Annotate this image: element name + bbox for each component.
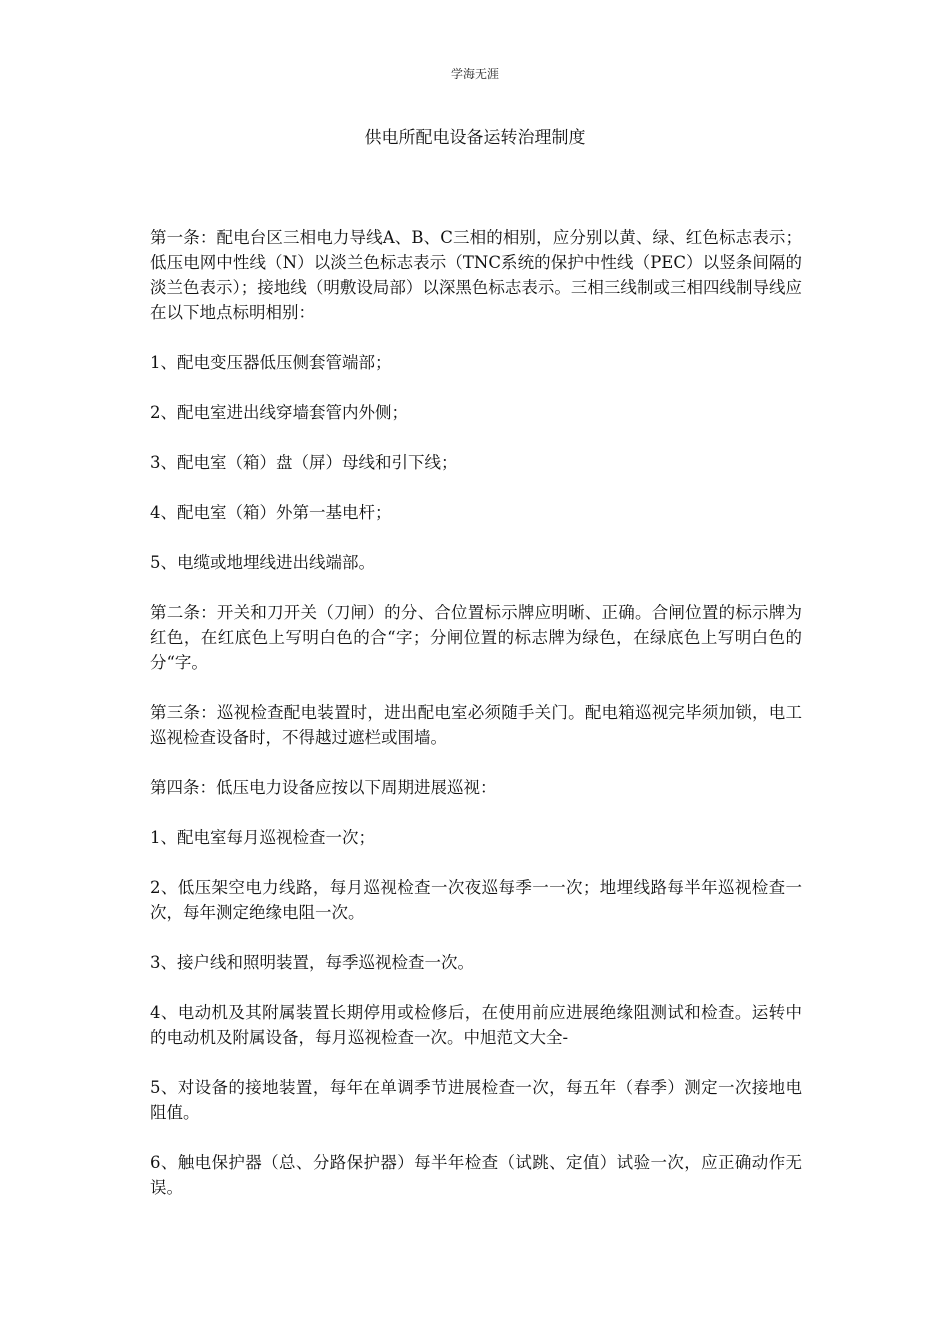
paragraph-item: 1、配电变压器低压侧套管端部； [150, 353, 392, 372]
paragraph-item: 3、配电室（箱）盘（屏）母线和引下线； [150, 453, 458, 472]
paragraph-item: 5、对设备的接地装置，每年在单调季节进展检查一次，每五年（春季）测定一次接地电阻值。 [150, 1078, 802, 1122]
paragraph-article-3: 第三条：巡视检查配电装置时，进出配电室必须随手关门。配电箱巡视完毕须加锁，电工巡视检查设备时，不得越过遮栏或围墙。 [150, 703, 802, 747]
document-title: 供电所配电设备运转治理制度 [364, 128, 586, 148]
paragraph-item: 3、接户线和照明装置，每季巡视检查一次。 [150, 953, 474, 972]
paragraph-item: 4、配电室（箱）外第一基电杆； [150, 503, 392, 522]
paragraph-item: 1、配电室每月巡视检查一次； [150, 828, 375, 847]
page-header: 学海无涯 [450, 67, 499, 81]
paragraph-item: 2、配电室进出线穿墙套管内外侧； [150, 403, 408, 422]
paragraph-item: 2、低压架空电力线路，每月巡视检查一次夜巡每季一一次；地埋线路每半年巡视检查一次，每年测定绝缘电阻一次。 [150, 878, 802, 922]
paragraph-article-2: 第二条：开关和刀开关（刀闸）的分、合位置标示牌应明晰、正确。合闸位置的标示牌为红色，在红底色上写明白色的合“字；分闸位置的标志牌为绿色，在绿底色上写明白色的分“字。 [150, 603, 802, 672]
paragraph-item: 4、电动机及其附属装置长期停用或检修后，在使用前应进展绝缘阻测试和检查。运转中的电动机及附属设备，每月巡视检查一次。中旭范文大全- [150, 1003, 802, 1047]
paragraph-item: 6、触电保护器（总、分路保护器）每半年检查（试跳、定值）试验一次，应正确动作无误。 [150, 1153, 802, 1197]
paragraph-article-4: 第四条：低压电力设备应按以下周期进展巡视： [150, 778, 497, 797]
paragraph-article-1: 第一条：配电台区三相电力导线A、B、C三相的相别，应分别以黄、绿、红色标志表示；低压电网中性线（N）以淡兰色标志表示（TNC系统的保护中性线（PEC）以竖条间隔的淡兰色表示）；接地线（明敷设局部）以深黑色标志表示。三相三线制或三相四线制导线应在以下地点标明相别： [150, 228, 802, 322]
document-body [150, 225, 802, 1225]
paragraph-item: 5、电缆或地埋线进出线端部。 [150, 553, 375, 572]
